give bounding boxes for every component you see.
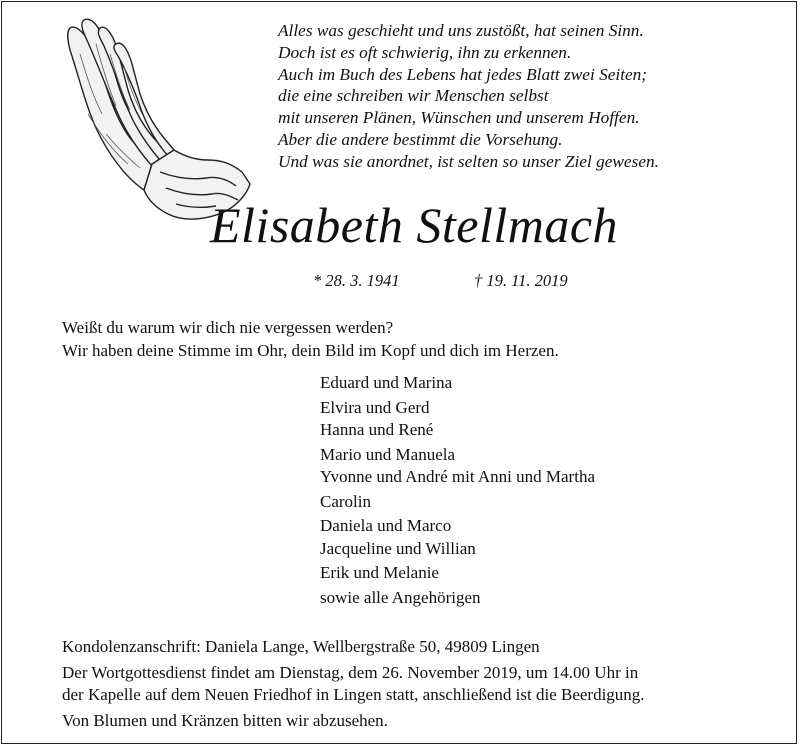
death-date: † 19. 11. 2019 — [474, 271, 568, 290]
poem-line: Doch ist es oft schwierig, ihn zu erkennen. — [278, 42, 572, 62]
mourner-line: Hanna und René — [320, 420, 434, 439]
poem-line: Aber die andere bestimmt die Vorsehung. — [278, 129, 563, 149]
mourners-list — [320, 372, 595, 611]
mourner-line: Jacqueline und Willian — [320, 538, 476, 558]
poem — [278, 20, 778, 173]
quote-line: Weißt du warum wir dich nie vergessen werden? — [62, 318, 394, 337]
praying-hands-icon — [56, 14, 252, 224]
mourner-line: Elvira und Gerd — [320, 397, 430, 417]
service-info-line: der Kapelle auf dem Neuen Friedhof in Lingen statt, anschließend ist die Beerdigung. — [62, 685, 645, 704]
footer-notice — [62, 636, 645, 732]
mourner-line: Yvonne und André mit Anni und Martha — [320, 467, 595, 486]
poem-line: Alles was geschieht und uns zustößt, hat seinen Sinn. — [278, 21, 644, 40]
condolence-address: Kondolenzanschrift: Daniela Lange, Wellbergstraße 50, 49809 Lingen — [62, 637, 540, 656]
mourner-line: Mario und Manuela — [320, 444, 456, 464]
mourner-line: sowie alle Angehörigen — [320, 587, 481, 607]
mourner-line: Eduard und Marina — [320, 373, 453, 392]
mourner-group — [320, 587, 595, 610]
mourner-line: Daniela und Marco — [320, 516, 452, 535]
memorial-quote — [62, 316, 559, 362]
mourner-group — [320, 397, 595, 442]
quote-line: Wir haben deine Stimme im Ohr, dein Bild im Kopf und dich im Herzen. — [62, 341, 559, 360]
poem-line: Und was sie anordnet, ist selten so unser Ziel gewesen. — [278, 151, 659, 171]
mourner-group — [320, 515, 595, 560]
mourner-line: Erik und Melanie — [320, 563, 439, 582]
mourner-group — [320, 491, 595, 514]
mourner-line: Carolin — [320, 491, 371, 511]
deceased-name: Elisabeth Stellmach — [210, 197, 619, 253]
poem-line: mit unseren Plänen, Wünschen und unserem Hoffen. — [278, 108, 640, 128]
flowers-request: Von Blumen und Kränzen bitten wir abzusehen. — [62, 710, 388, 730]
poem-line: die eine schreiben wir Menschen selbst — [278, 86, 549, 106]
birth-date: * 28. 3. 1941 — [313, 271, 400, 290]
poem-line: Auch im Buch des Lebens hat jedes Blatt zwei Seiten; — [278, 64, 648, 84]
mourner-group — [320, 372, 595, 395]
mourner-group — [320, 444, 595, 489]
service-info-line: Der Wortgottesdienst findet am Dienstag, dem 26. November 2019, um 14.00 Uhr in — [62, 662, 639, 682]
mourner-group — [320, 562, 595, 585]
